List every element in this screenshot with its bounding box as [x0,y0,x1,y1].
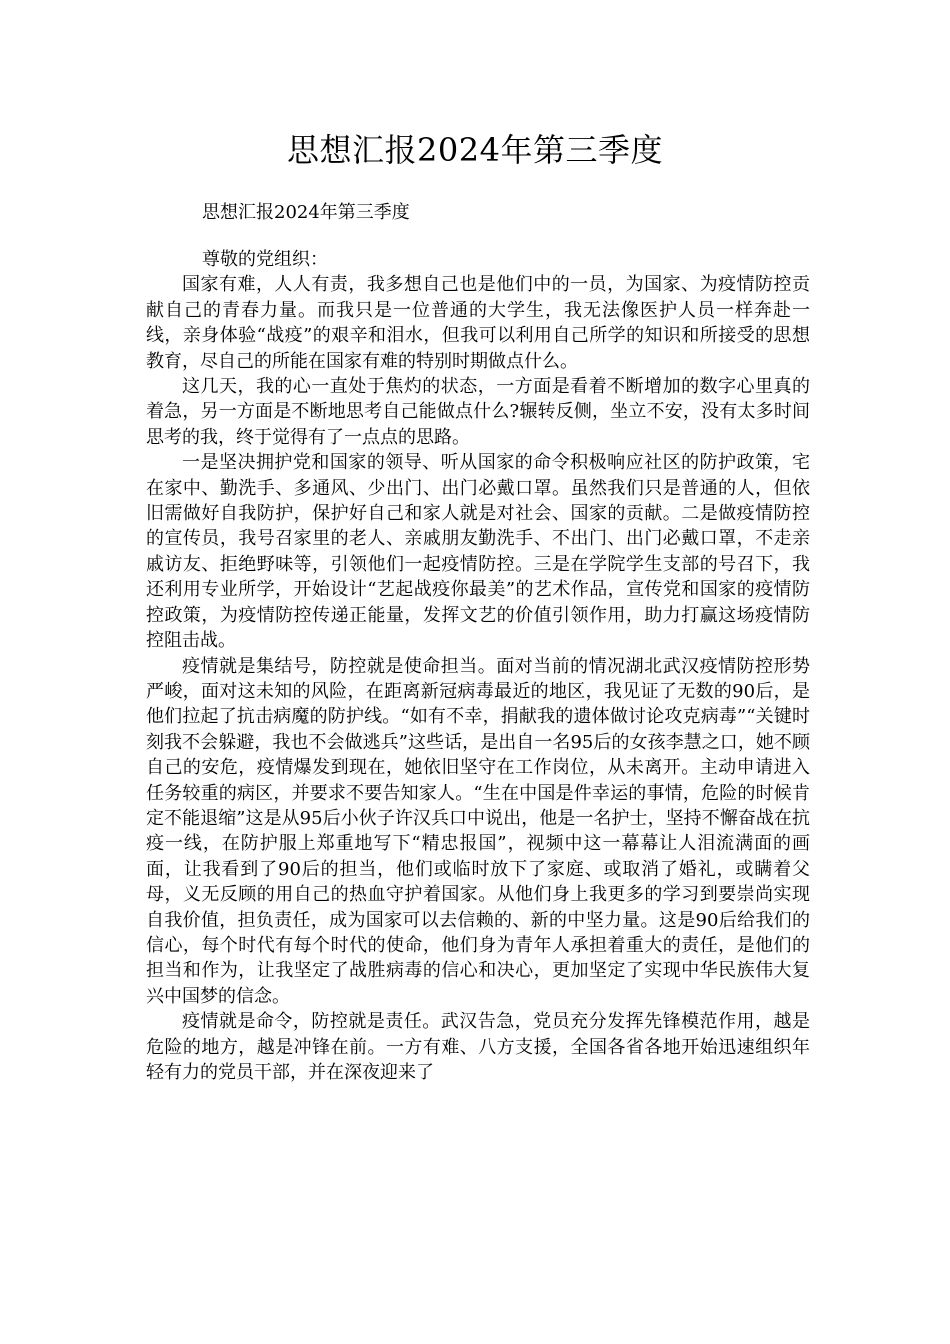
document-body [146,247,810,1085]
document-title: 思想汇报2024年第三季度 [287,131,663,169]
paragraph: 疫情就是集结号，防控就是使命担当。面对当前的情况湖北武汉疫情防控形势严峻，面对这未知的风险，在距离新冠病毒最近的地区，我见证了无数的90后，是他们拉起了抗击病魔的防护线。“如有不幸，捐献我的遗体做讨论攻克病毒”“关键时刻我不会躲避，我也不会做逃兵”这些话，是出自一名95后的女孩李慧之口，她不顾自己的安危，疫情爆发到现在，她依旧坚守在工作岗位，从未离开。主动申请进入任务较重的病区，并要求不要告知家人。“生在中国是件幸运的事情，危险的时候肯定不能退缩”这是从95后小伙子许汉兵口中说出，他是一名护士，坚持不懈奋战在抗疫一线，在防护服上郑重地写下“精忠报国”，视频中这一幕幕让人泪流满面的画面，让我看到了90后的担当，他们或临时放下了家庭、或取消了婚礼，或瞒着父母，义无反顾的用自己的热血守护着国家。从他们身上我更多的学习到要崇尚实现自我价值，担负责任，成为国家可以去信赖的、新的中坚力量。这是90后给我们的信心，每个时代有每个时代的使命，他们身为青年人承担着重大的责任，是他们的担当和作为，让我坚定了战胜病毒的信心和决心，更加坚定了实现中华民族伟大复兴中国梦的信念。 [146,655,810,1007]
paragraph: 疫情就是命令，防控就是责任。武汉告急，党员充分发挥先锋模范作用，越是危险的地方，越是冲锋在前。一方有难、八方支援，全国各省各地开始迅速组织年轻有力的党员干部，并在深夜迎来了 [146,1011,810,1083]
paragraph: 一是坚决拥护党和国家的领导、听从国家的命令积极响应社区的防护政策，宅在家中、勤洗手、多通风、少出门、出门必戴口罩。虽然我们只是普通的人，但依旧需做好自我防护，保护好自己和家人就是对社会、国家的贡献。二是做疫情防控的宣传员，我号召家里的老人、亲戚朋友勤洗手、不出门、出门必戴口罩，不走亲戚访友、拒绝野味等，引领他们一起疫情防控。三是在学院学生支部的号召下，我还利用专业所学，开始设计“艺起战疫你最美”的艺术作品，宣传党和国家的疫情防控政策，为疫情防控传递正能量，发挥文艺的价值引领作用，助力打赢这场疫情防控阻击战。 [146,452,810,652]
paragraph: 国家有难，人人有责，我多想自己也是他们中的一员，为国家、为疫情防控贡献自己的青春力量。而我只是一位普通的大学生，我无法像医护人员一样奔赴一线，亲身体验“战疫”的艰辛和泪水，但我可以利用自己所学的知识和所接受的思想教育，尽自己的所能在国家有难的特别时期做点什么。 [146,274,810,372]
paragraph: 这几天，我的心一直处于焦灼的状态，一方面是看着不断增加的数字心里真的着急，另一方面是不断地思考自己能做点什么?辗转反侧，坐立不安，没有太多时间思考的我，终于觉得有了一点点的思路。 [146,376,810,448]
salutation: 尊敬的党组织： [202,249,328,270]
document-subtitle: 思想汇报2024年第三季度 [202,202,410,223]
